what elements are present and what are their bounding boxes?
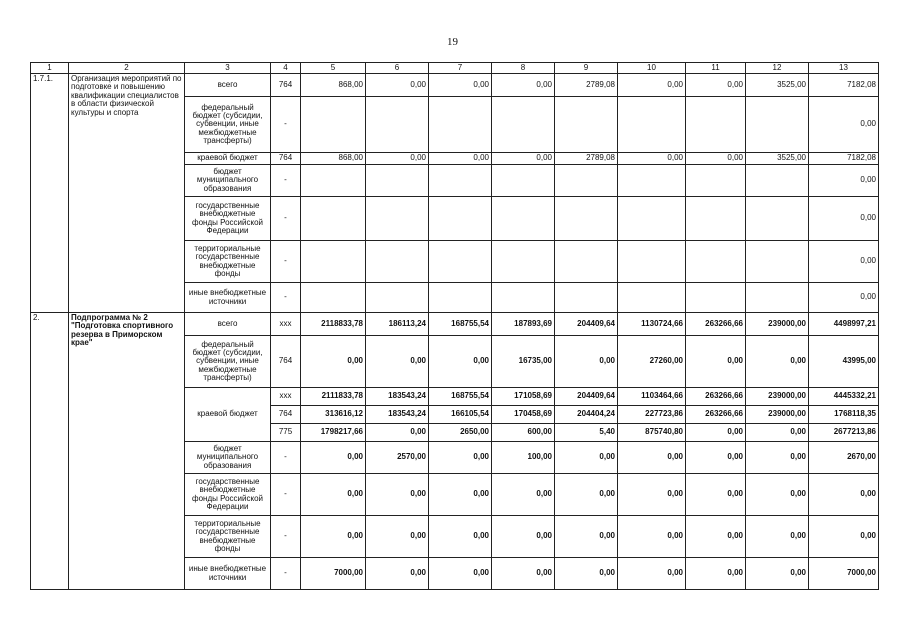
value-cell: 0,00 (429, 74, 492, 97)
value-cell: 263266,66 (686, 313, 746, 336)
value-cell: 0,00 (686, 74, 746, 97)
funding-source: территориальные государственные внебюджетные фонды (185, 241, 271, 283)
value-cell (686, 241, 746, 283)
budget-code: - (271, 442, 301, 474)
value-cell (555, 241, 618, 283)
value-cell (366, 197, 429, 241)
total-cell: 7000,00 (809, 558, 879, 590)
value-cell: 868,00 (301, 74, 366, 97)
value-cell (492, 197, 555, 241)
value-cell (429, 97, 492, 153)
value-cell: 0,00 (301, 336, 366, 388)
value-cell (618, 241, 686, 283)
value-cell: 2789,08 (555, 153, 618, 165)
item-name: Организация мероприятий по подготовке и повышению квалификации специалистов в области физической культуры и спорта (69, 74, 185, 313)
value-cell: 0,00 (492, 474, 555, 516)
funding-source: бюджет муниципального образования (185, 442, 271, 474)
budget-code: - (271, 558, 301, 590)
value-cell: 239000,00 (746, 406, 809, 424)
value-cell: 1798217,66 (301, 424, 366, 442)
header-cell: 6 (366, 63, 429, 74)
value-cell (746, 197, 809, 241)
value-cell: 0,00 (366, 516, 429, 558)
value-cell: 0,00 (492, 516, 555, 558)
value-cell (366, 165, 429, 197)
total-cell: 7182,08 (809, 74, 879, 97)
item-code: 2. (31, 313, 69, 590)
value-cell: 0,00 (686, 442, 746, 474)
header-cell: 11 (686, 63, 746, 74)
value-cell (686, 197, 746, 241)
budget-code: - (271, 474, 301, 516)
value-cell: 0,00 (746, 424, 809, 442)
value-cell (555, 165, 618, 197)
value-cell (555, 197, 618, 241)
value-cell: 0,00 (301, 442, 366, 474)
funding-source: иные внебюджетные источники (185, 283, 271, 313)
value-cell: 0,00 (686, 516, 746, 558)
total-cell: 0,00 (809, 474, 879, 516)
total-cell: 2677213,86 (809, 424, 879, 442)
total-cell: 0,00 (809, 241, 879, 283)
value-cell: 0,00 (492, 558, 555, 590)
value-cell (429, 241, 492, 283)
value-cell: 263266,66 (686, 406, 746, 424)
table-row (31, 313, 879, 336)
value-cell: 168755,54 (429, 388, 492, 406)
funding-source: краевой бюджет (185, 153, 271, 165)
budget-table (30, 62, 879, 590)
value-cell: 186113,24 (366, 313, 429, 336)
value-cell: 0,00 (555, 558, 618, 590)
value-cell: 0,00 (746, 336, 809, 388)
value-cell: 313616,12 (301, 406, 366, 424)
budget-code: ххх (271, 313, 301, 336)
value-cell (746, 97, 809, 153)
value-cell: 183543,24 (366, 388, 429, 406)
value-cell (492, 97, 555, 153)
value-cell: 263266,66 (686, 388, 746, 406)
value-cell: 166105,54 (429, 406, 492, 424)
value-cell: 0,00 (618, 516, 686, 558)
value-cell (429, 283, 492, 313)
funding-source: государственные внебюджетные фонды Российской Федерации (185, 197, 271, 241)
value-cell: 0,00 (429, 516, 492, 558)
value-cell: 0,00 (429, 558, 492, 590)
budget-code: - (271, 165, 301, 197)
value-cell: 0,00 (555, 516, 618, 558)
value-cell: 0,00 (429, 442, 492, 474)
value-cell (555, 283, 618, 313)
value-cell (618, 283, 686, 313)
total-cell: 0,00 (809, 283, 879, 313)
funding-source: федеральный бюджет (субсидии, субвенции, иные межбюджетные трансферты) (185, 336, 271, 388)
value-cell: 171058,69 (492, 388, 555, 406)
funding-source: иные внебюджетные источники (185, 558, 271, 590)
value-cell: 0,00 (618, 74, 686, 97)
value-cell: 0,00 (746, 442, 809, 474)
value-cell: 0,00 (686, 558, 746, 590)
funding-source: всего (185, 313, 271, 336)
header-cell: 5 (301, 63, 366, 74)
item-code: 1.7.1. (31, 74, 69, 313)
value-cell: 183543,24 (366, 406, 429, 424)
funding-source: территориальные государственные внебюджетные фонды (185, 516, 271, 558)
budget-code: - (271, 197, 301, 241)
value-cell (746, 283, 809, 313)
header-cell: 3 (185, 63, 271, 74)
value-cell: 100,00 (492, 442, 555, 474)
total-cell: 2670,00 (809, 442, 879, 474)
value-cell (618, 165, 686, 197)
value-cell: 204409,64 (555, 313, 618, 336)
value-cell (492, 165, 555, 197)
funding-source: краевой бюджет (185, 388, 271, 442)
header-cell: 13 (809, 63, 879, 74)
header-cell: 9 (555, 63, 618, 74)
header-cell: 8 (492, 63, 555, 74)
value-cell: 0,00 (686, 153, 746, 165)
value-cell (746, 165, 809, 197)
total-cell: 0,00 (809, 197, 879, 241)
value-cell (301, 241, 366, 283)
value-cell (366, 97, 429, 153)
value-cell: 2111833,78 (301, 388, 366, 406)
value-cell: 0,00 (429, 474, 492, 516)
value-cell: 0,00 (746, 474, 809, 516)
value-cell (492, 283, 555, 313)
value-cell: 600,00 (492, 424, 555, 442)
budget-code: ххх (271, 388, 301, 406)
budget-code: - (271, 241, 301, 283)
value-cell: 0,00 (618, 442, 686, 474)
value-cell (618, 97, 686, 153)
header-cell: 12 (746, 63, 809, 74)
item-name: Подпрограмма № 2 "Подготовка спортивного резерва в Приморском крае" (69, 313, 185, 590)
value-cell: 0,00 (366, 74, 429, 97)
value-cell: 0,00 (366, 153, 429, 165)
budget-code: - (271, 283, 301, 313)
value-cell: 27260,00 (618, 336, 686, 388)
value-cell: 0,00 (366, 474, 429, 516)
value-cell (366, 241, 429, 283)
value-cell: 2650,00 (429, 424, 492, 442)
value-cell (366, 283, 429, 313)
total-cell: 0,00 (809, 165, 879, 197)
value-cell: 0,00 (555, 336, 618, 388)
value-cell: 239000,00 (746, 388, 809, 406)
value-cell (429, 165, 492, 197)
budget-code: - (271, 516, 301, 558)
value-cell: 3525,00 (746, 153, 809, 165)
funding-source: федеральный бюджет (субсидии, субвенции, иные межбюджетные трансферты) (185, 97, 271, 153)
value-cell: 168755,54 (429, 313, 492, 336)
total-cell: 7182,08 (809, 153, 879, 165)
value-cell: 0,00 (492, 153, 555, 165)
value-cell (555, 97, 618, 153)
page-number: 19 (447, 36, 458, 48)
value-cell (301, 165, 366, 197)
value-cell: 0,00 (746, 558, 809, 590)
value-cell: 170458,69 (492, 406, 555, 424)
header-cell: 7 (429, 63, 492, 74)
value-cell: 0,00 (555, 474, 618, 516)
value-cell: 875740,80 (618, 424, 686, 442)
value-cell: 0,00 (686, 424, 746, 442)
value-cell: 0,00 (618, 153, 686, 165)
value-cell: 204404,24 (555, 406, 618, 424)
header-cell: 1 (31, 63, 69, 74)
budget-code: 764 (271, 406, 301, 424)
budget-code: 775 (271, 424, 301, 442)
value-cell (301, 283, 366, 313)
value-cell: 1130724,66 (618, 313, 686, 336)
budget-code: - (271, 97, 301, 153)
value-cell: 7000,00 (301, 558, 366, 590)
funding-source: государственные внебюджетные фонды Российской Федерации (185, 474, 271, 516)
value-cell (618, 197, 686, 241)
value-cell: 204409,64 (555, 388, 618, 406)
value-cell (686, 283, 746, 313)
value-cell: 0,00 (301, 516, 366, 558)
funding-source: всего (185, 74, 271, 97)
header-cell: 2 (69, 63, 185, 74)
value-cell: 1103464,66 (618, 388, 686, 406)
value-cell (492, 241, 555, 283)
value-cell: 0,00 (555, 442, 618, 474)
value-cell: 2118833,78 (301, 313, 366, 336)
total-cell: 43995,00 (809, 336, 879, 388)
value-cell: 0,00 (301, 474, 366, 516)
value-cell: 5,40 (555, 424, 618, 442)
value-cell (301, 197, 366, 241)
value-cell: 0,00 (492, 74, 555, 97)
value-cell: 0,00 (746, 516, 809, 558)
total-cell: 1768118,35 (809, 406, 879, 424)
value-cell: 3525,00 (746, 74, 809, 97)
value-cell: 0,00 (686, 336, 746, 388)
budget-code: 764 (271, 74, 301, 97)
total-cell: 0,00 (809, 516, 879, 558)
value-cell: 187893,69 (492, 313, 555, 336)
budget-code: 764 (271, 336, 301, 388)
value-cell (686, 165, 746, 197)
value-cell (746, 241, 809, 283)
value-cell: 16735,00 (492, 336, 555, 388)
header-cell: 10 (618, 63, 686, 74)
header-cell: 4 (271, 63, 301, 74)
total-cell: 0,00 (809, 97, 879, 153)
value-cell: 0,00 (618, 474, 686, 516)
value-cell: 0,00 (429, 153, 492, 165)
value-cell: 0,00 (618, 558, 686, 590)
value-cell (686, 97, 746, 153)
value-cell: 227723,86 (618, 406, 686, 424)
header-row (31, 63, 879, 74)
value-cell: 0,00 (686, 474, 746, 516)
value-cell: 868,00 (301, 153, 366, 165)
value-cell: 0,00 (366, 558, 429, 590)
value-cell: 0,00 (429, 336, 492, 388)
value-cell: 239000,00 (746, 313, 809, 336)
total-cell: 4445332,21 (809, 388, 879, 406)
funding-source: бюджет муниципального образования (185, 165, 271, 197)
budget-code: 764 (271, 153, 301, 165)
value-cell: 0,00 (366, 424, 429, 442)
table-row (31, 74, 879, 97)
value-cell: 2789,08 (555, 74, 618, 97)
value-cell: 2570,00 (366, 442, 429, 474)
total-cell: 4498997,21 (809, 313, 879, 336)
value-cell (429, 197, 492, 241)
value-cell: 0,00 (366, 336, 429, 388)
value-cell (301, 97, 366, 153)
